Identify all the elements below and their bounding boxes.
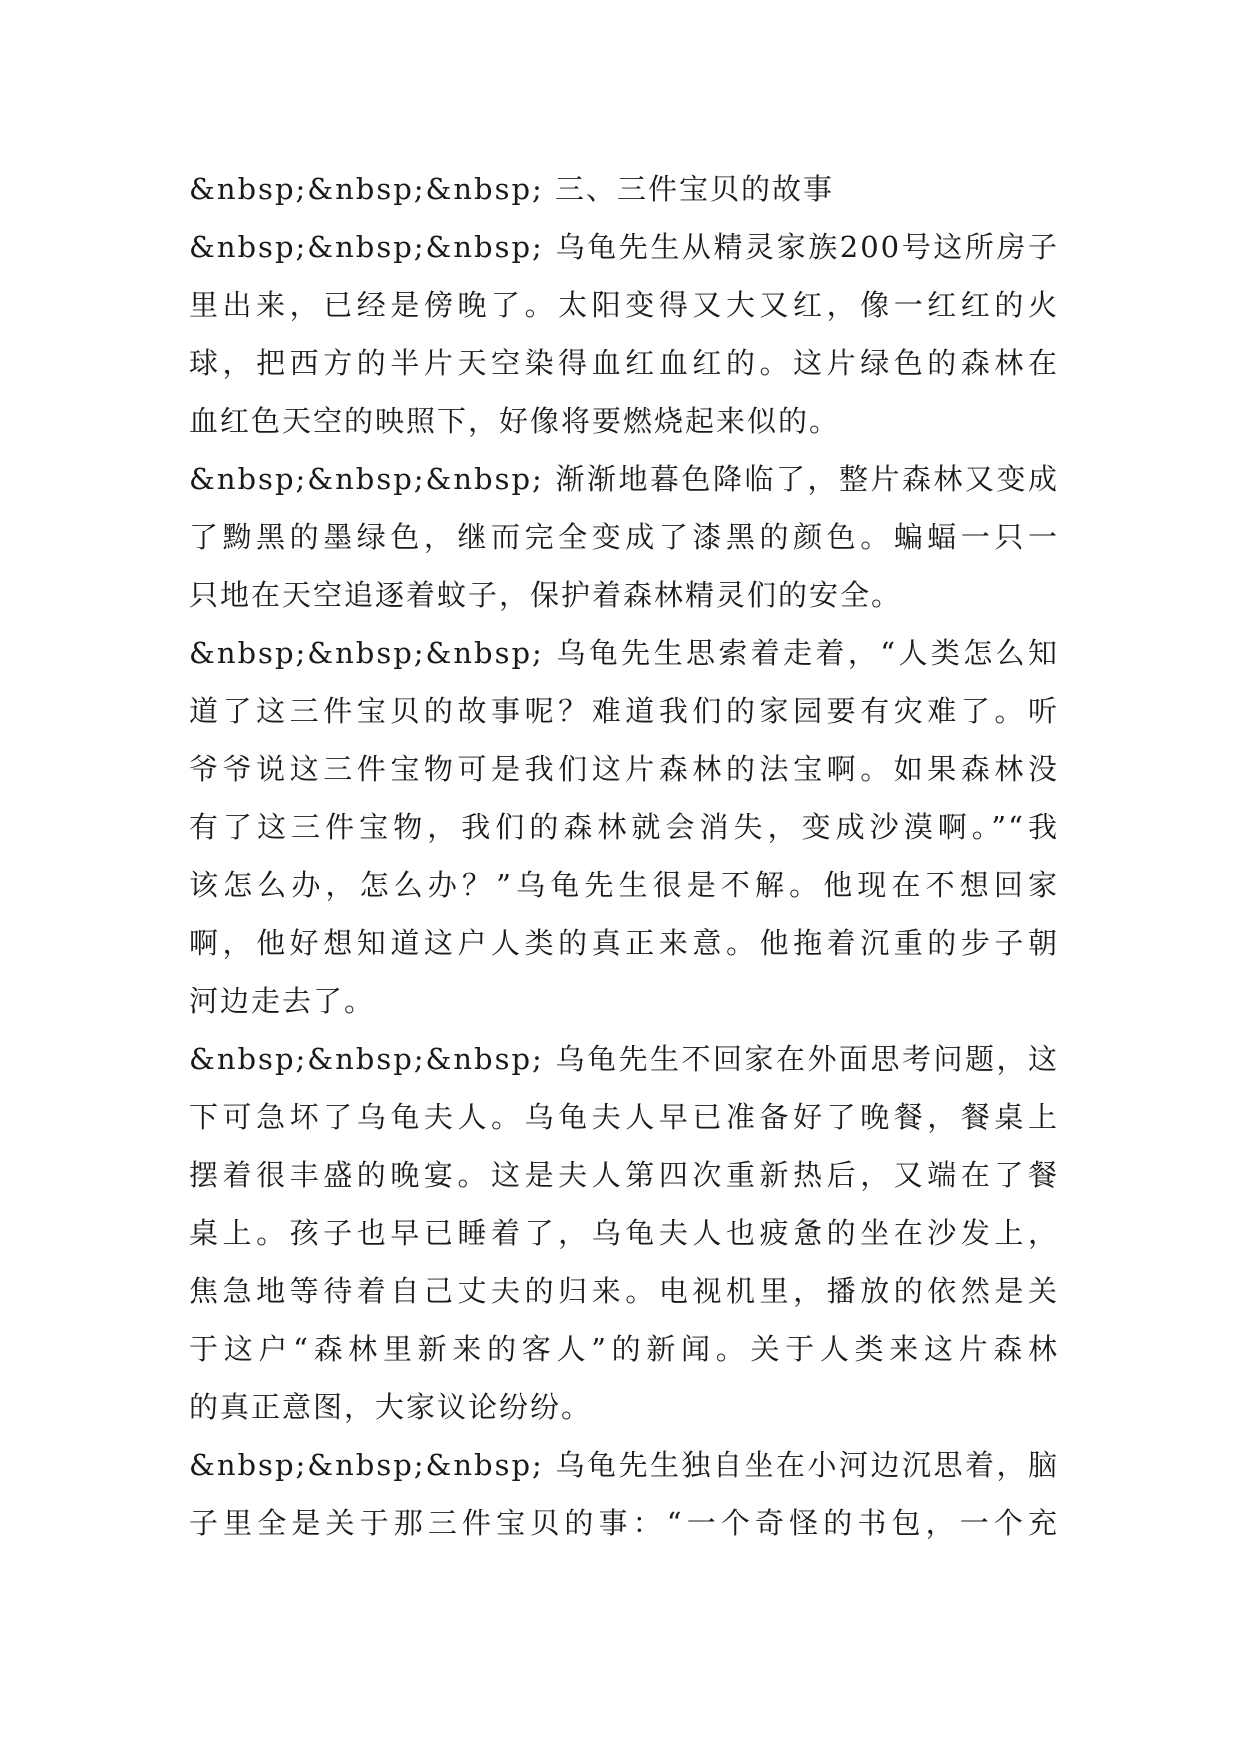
- text-line: 该怎么办，怎么办？”乌龟先生很是不解。他现在不想回家: [189, 868, 1059, 902]
- text-line: 河边走去了。: [189, 984, 376, 1018]
- text-line: 道了这三件宝贝的故事呢？难道我们的家园要有灾难了。听: [189, 694, 1059, 728]
- text-line: 有了这三件宝物，我们的森林就会消失，变成沙漠啊。”“我: [189, 810, 1059, 844]
- text-line: 里出来，已经是傍晚了。太阳变得又大又红，像一红红的火: [189, 288, 1059, 322]
- text-line: 焦急地等待着自己丈夫的归来。电视机里，播放的依然是关: [189, 1274, 1059, 1308]
- text-line: &nbsp;&nbsp;&nbsp; 乌龟先生不回家在外面思考问题，这: [189, 1042, 1059, 1076]
- text-line: 了黝黑的墨绿色，继而完全变成了漆黑的颜色。蝙蝠一只一: [189, 520, 1059, 554]
- text-line: &nbsp;&nbsp;&nbsp; 乌龟先生从精灵家族200号这所房子: [189, 230, 1059, 264]
- text-line: &nbsp;&nbsp;&nbsp; 三、三件宝贝的故事: [189, 172, 835, 206]
- text-line: 血红色天空的映照下，好像将要燃烧起来似的。: [189, 404, 841, 438]
- text-line: 桌上。孩子也早已睡着了，乌龟夫人也疲惫的坐在沙发上，: [189, 1216, 1059, 1250]
- text-line: 的真正意图，大家议论纷纷。: [189, 1390, 593, 1424]
- text-line: 啊，他好想知道这户人类的真正来意。他拖着沉重的步子朝: [189, 926, 1059, 960]
- text-line: &nbsp;&nbsp;&nbsp; 渐渐地暮色降临了，整片森林又变成: [189, 462, 1059, 496]
- text-line: 球，把西方的半片天空染得血红血红的。这片绿色的森林在: [189, 346, 1059, 380]
- text-line: &nbsp;&nbsp;&nbsp; 乌龟先生思索着走着，“人类怎么知: [189, 636, 1059, 670]
- text-line: 子里全是关于那三件宝贝的事：“一个奇怪的书包，一个充: [189, 1506, 1059, 1540]
- text-line: 只地在天空追逐着蚊子，保护着森林精灵们的安全。: [189, 578, 903, 612]
- text-line: 爷爷说这三件宝物可是我们这片森林的法宝啊。如果森林没: [189, 752, 1059, 786]
- text-line: &nbsp;&nbsp;&nbsp; 乌龟先生独自坐在小河边沉思着，脑: [189, 1448, 1059, 1482]
- text-line: 摆着很丰盛的晚宴。这是夫人第四次重新热后，又端在了餐: [189, 1158, 1059, 1192]
- text-line: 下可急坏了乌龟夫人。乌龟夫人早已准备好了晚餐，餐桌上: [189, 1100, 1059, 1134]
- text-line: 于这户“森林里新来的客人”的新闻。关于人类来这片森林: [189, 1332, 1059, 1366]
- document-body: [189, 160, 1059, 1552]
